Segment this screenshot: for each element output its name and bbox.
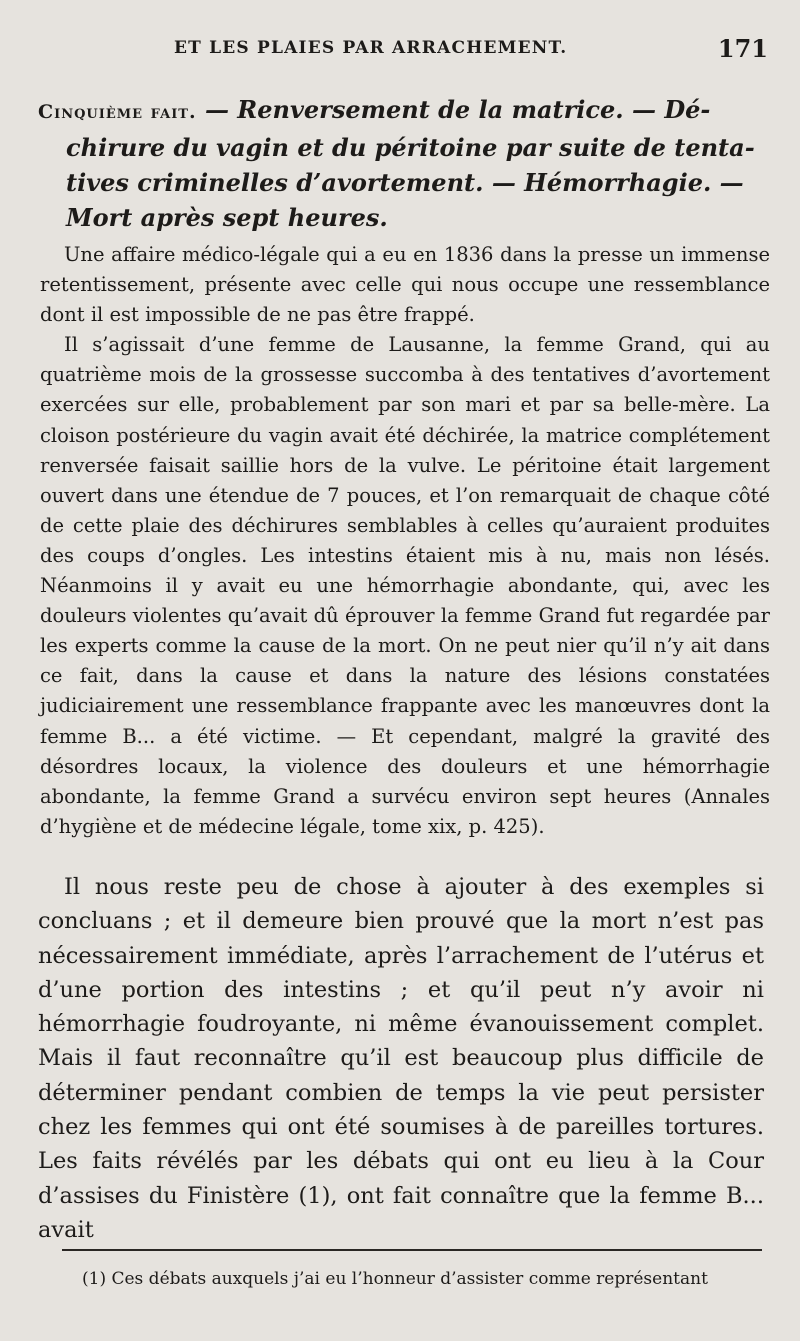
case-heading <box>38 92 768 235</box>
case-heading-line: Mort après sept heures. <box>66 203 388 232</box>
case-heading-line: tives criminelles d’avortement. — Hémorrhagie. — <box>66 168 744 197</box>
case-label: Cinquième fait. <box>38 101 197 123</box>
footnote: (1) Ces débats auxquels j’ai eu l’honneur d’assister comme représentant <box>82 1269 708 1289</box>
case-heading-line: chirure du vagin et du péritoine par suite de tenta- <box>66 133 755 162</box>
case-heading-line <box>38 92 768 130</box>
footnote-rule <box>62 1249 762 1251</box>
case-narrative <box>40 240 770 842</box>
paragraph: Une affaire médico-légale qui a eu en 1836 dans la presse un immense retentissement, présente avec celle qui nous occupe une ressemblance dont il est impossible de ne pas être frappé. <box>40 243 770 327</box>
paragraph: Il nous reste peu de chose à ajouter à des exemples si concluans ; et il demeure bien prouvé que la mort n’est pas nécessairement immédiate, après l’arrachement de l’utérus et d’une portion des intestins ; et qu’il peut n’y avoir ni hémorrhagie foudroyante, ni même évanouissement complet. Mais il faut reconnaître qu’il est beaucoup plus difficile de déterminer pendant combien de temps la vie peut persister chez les femmes qui ont été soumises à de pareilles tortures. Les faits révélés par les débats qui ont eu lieu à la Cour d’assises du Finistère (1), ont fait connaître que la femme B... avait <box>38 874 764 1243</box>
running-head <box>40 34 768 72</box>
main-text <box>38 870 764 1247</box>
page-number: 171 <box>717 34 768 63</box>
paragraph: Il s’agissait d’une femme de Lausanne, la femme Grand, qui au quatrième mois de la grossesse succomba à des tentatives d’avortement exercées sur elle, probablement par son mari et par sa belle-mère. La cloison postérieure du vagin avait été déchirée, la matrice complétement renversée faisait saillie hors de la vulve. Le péritoine était largement ouvert dans une étendue de 7 pouces, et l’on remarquait de chaque côté de cette plaie des déchirures semblables à celles qu’auraient produites des coups d’ongles. Les intestins étaient mis à nu, mais non lésés. Néanmoins il y avait eu une hémorrhagie abondante, qui, avec les douleurs violentes qu’avait dû éprouver la femme Grand fut regardée par les experts comme la cause de la mort. On ne peut nier qu’il n’y ait dans ce fait, dans la cause et dans la nature des lésions constatées judiciairement une ressemblance frappante avec les manœuvres dont la femme B... a été victime. — Et cependant, malgré la gravité des désordres locaux, la violence des douleurs et une hémorrhagie abondante, la femme Grand a survécu environ sept heures (Annales d’hygiène et de médecine légale, tome xix, p. 425). <box>40 333 770 838</box>
running-head-title: ET LES PLAIES PAR ARRACHEMENT. <box>174 38 568 58</box>
case-heading-line-text: — Renversement de la matrice. — Dé- <box>204 95 711 124</box>
